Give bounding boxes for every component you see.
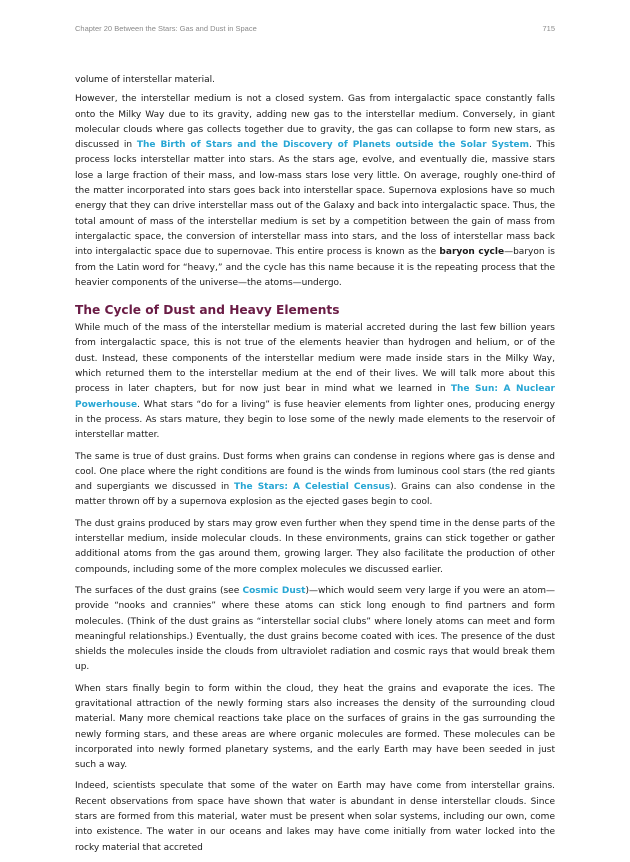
paragraph-continued: volume of interstellar material. xyxy=(75,75,215,85)
text-run: —baryon is from the Latin word for “heavy,” and the cycle has this name because it is the repeating process that the heavier components of the universe—the atoms—undergo. xyxy=(75,247,555,288)
paragraph-dust-growth: The dust grains produced by stars may grow even further when they spend time in the dense parts of the interstellar medium, inside molecular clouds. In these environments, grains can stick together or gather additional atoms from the gas around them, growing larger. They also facilitate the production of other compounds, including some of the more complex molecules we discussed earlier. xyxy=(75,518,555,575)
text-run: The surfaces of the dust grains (see xyxy=(75,585,243,596)
text-run: ). Grains can also condense in the matter thrown off by a supernova explosion as the ejected gases begin to cool. xyxy=(75,482,555,508)
paragraph-heavy-elements xyxy=(75,321,555,443)
paragraph-dust-surfaces xyxy=(75,584,555,676)
text-run: However, the interstellar medium is not a closed system. Gas from intergalactic space constantly falls onto the Milky Way due to its gravity, adding new gas to the interstellar medium. Conversely, in giant molecular clouds where gas collects together due to gravity, the gas can collapse to form new stars, as discussed in xyxy=(75,94,555,151)
paragraph-water: Indeed, scientists speculate that some of the water on Earth may have come from interstellar grains. Recent observations from space have shown that water is abundant in dense interstellar clouds. Since stars are formed from this material, water must be present when solar systems, including our own, come into existence. The water in our oceans and lakes may have come initially from water locked into the rocky material that accreted xyxy=(75,781,555,853)
chapter-title: Chapter 20 Between the Stars: Gas and Dust in Space xyxy=(75,24,257,33)
link-birth-of-stars[interactable]: The Birth of Stars and the Discovery of Planets outside the Solar System xyxy=(136,140,530,151)
text-run: . What stars “do for a living” is fuse heavier elements from lighter ones, producing energy in the process. As stars mature, they begin to lose some of the newly made elements to the reservoir of interstellar matter. xyxy=(75,399,555,441)
text-run: While much of the mass of the interstellar medium is material accreted during the last few billion years from intergalactic space, this is not true of the elements heavier than hydrogen and helium, or of the dust. Instead, these components of the interstellar medium were made inside stars in the Milky Way, which returned them to the interstellar medium at the end of their lives. We will talk more about this process in later chapters, but for now just bear in mind what we learned in xyxy=(75,323,555,395)
link-the-sun[interactable]: The Sun: A Nuclear Powerhouse xyxy=(75,384,555,410)
running-header xyxy=(75,24,555,33)
paragraph-baryon-cycle xyxy=(75,92,555,291)
paragraph-star-formation: When stars finally begin to form within the cloud, they heat the grains and evaporate the ices. The gravitational attraction of the newly forming stars also increases the density of the surrounding cloud material. Many more chemical reactions take place on the surfaces of grains in the gas surrounding the newly forming stars, and these areas are where organic molecules are formed. These molecules can be incorporated into newly formed planetary systems, and the early Earth may have been seeded in just such a way. xyxy=(75,683,555,771)
section-heading: The Cycle of Dust and Heavy Elements xyxy=(75,303,340,318)
link-cosmic-dust[interactable]: Cosmic Dust xyxy=(242,585,306,596)
link-the-stars[interactable]: The Stars: A Celestial Census xyxy=(233,482,391,493)
page-number: 715 xyxy=(542,24,555,33)
key-term-baryon-cycle: baryon cycle xyxy=(439,247,505,258)
paragraph-dust-grains xyxy=(75,450,555,511)
page-content xyxy=(75,73,555,862)
text-run: The same is true of dust grains. Dust forms when grains can condense in regions where gas is dense and cool. One place where the right conditions are found is the winds from luminous cool stars (the red giants and supergiants we discussed in xyxy=(75,451,555,493)
text-run: . This process locks interstellar matter into stars. As the stars age, evolve, and eventually die, massive stars lose a large fraction of their mass, and low-mass stars lose very little. On average, roughly one-third of the matter incorporated into stars goes back into interstellar space. Supernova explosions have so much energy that they can drive interstellar mass out of the Galaxy and back into intergalactic space. Thus, the total amount of mass of the interstellar medium is set by a competition between the gain of mass from intergalactic space, the conversion of interstellar mass into stars, and the loss of interstellar mass back into intergalactic space due to supernovae. This entire process is known as the xyxy=(75,140,555,258)
text-run: )—which would seem very large if you were an atom—provide “nooks and crannies” where these atoms can stick long enough to find partners and form molecules. (Think of the dust grains as “interstellar social clubs” where lonely atoms can meet and form meaningful relationships.) Eventually, the dust grains become coated with ices. The presence of the dust shields the molecules inside the clouds from ultraviolet radiation and cosmic rays that would break them up. xyxy=(75,585,555,673)
